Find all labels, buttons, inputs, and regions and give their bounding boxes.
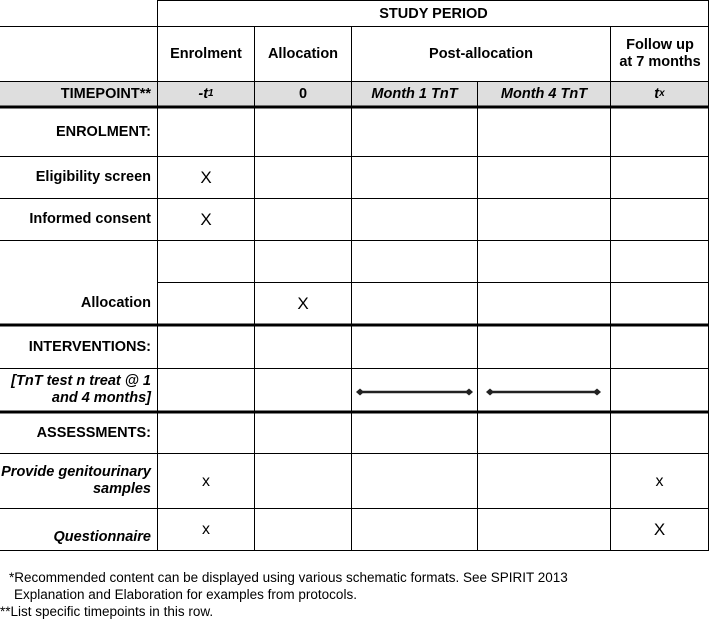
mark-samples-follow-up: x: [655, 472, 664, 490]
tnt-month1-duration-bar: [356, 389, 473, 396]
study-period-header: STUDY PERIOD: [379, 5, 488, 22]
section-enrolment: ENROLMENT:: [55, 124, 151, 140]
timepoint-follow-up: t x: [654, 85, 665, 102]
mark-questionnaire-follow-up: X: [653, 520, 666, 539]
row-label-tnt: [TnT test n treat @ 1 and 4 months]: [11, 373, 151, 406]
timepoint-allocation: 0: [298, 85, 308, 102]
timepoint-month4: Month 4 TnT: [500, 85, 588, 102]
enrolment-column-header: Enrolment: [170, 45, 242, 62]
row-label-samples: Provide genitourinary samples: [1, 464, 151, 497]
mark-allocation: X: [297, 294, 309, 313]
row-label-eligibility: Eligibility screen: [35, 169, 151, 185]
mark-questionnaire-enrolment: x: [202, 521, 210, 538]
mark-consent-enrolment: X: [200, 210, 212, 229]
tnt-month4-duration-bar: [486, 389, 601, 396]
section-interventions: INTERVENTIONS:: [28, 339, 151, 355]
follow-up-column-header: Follow up at 7 months: [619, 37, 701, 70]
row-label-allocation: Allocation: [80, 295, 151, 311]
footnote-line-3: **List specific timepoints in this row.: [0, 604, 214, 619]
timepoint-enrolment: -t 1: [198, 85, 214, 102]
section-assessments: ASSESSMENTS:: [36, 425, 151, 441]
footnote-line-2: Explanation and Elaboration for examples from protocols.: [14, 587, 357, 602]
allocation-column-header: Allocation: [267, 45, 339, 62]
mark-samples-enrolment: x: [202, 472, 210, 490]
timepoint-month1: Month 1 TnT: [371, 85, 458, 102]
post-allocation-column-header: Post-allocation: [429, 45, 533, 62]
footnote-line-1: *Recommended content can be displayed using various schematic formats. See SPIRIT 2013: [9, 570, 568, 585]
timepoint-label: TIMEPOINT**: [60, 85, 151, 102]
row-label-consent: Informed consent: [29, 211, 151, 227]
mark-eligibility-enrolment: X: [200, 168, 212, 187]
row-label-questionnaire: Questionnaire: [53, 529, 151, 545]
